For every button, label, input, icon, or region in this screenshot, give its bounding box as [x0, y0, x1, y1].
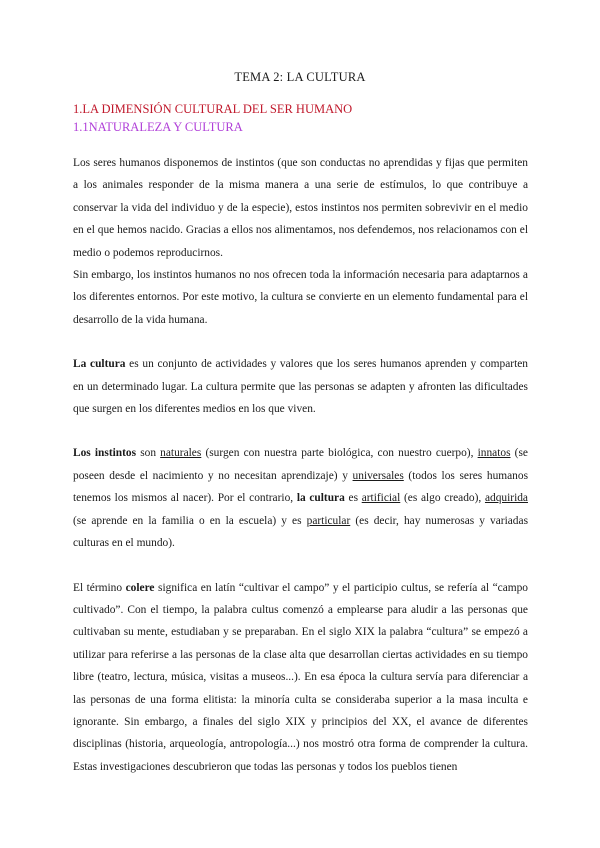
- subsection-heading: 1.1NATURALEZA Y CULTURA: [73, 120, 243, 134]
- underlined-term: artificial: [361, 492, 401, 505]
- bold-term: Los instintos: [73, 447, 137, 460]
- bold-term: la cultura: [296, 492, 345, 505]
- document-title: TEMA 2: LA CULTURA: [234, 70, 366, 84]
- bold-term: La cultura: [73, 358, 126, 371]
- paragraph-los-instintos: Los instintos son naturales (surgen con nuestra parte biológica, con nuestro cuerpo), innatos (se poseen desde el nacimiento y no necesitan aprendizaje) y universales (todos los seres humanos tenemos los mismos al nacer). Por el contrario, la cultura es artificial (es algo creado), adquirida (se aprende en la familia o en la escuela) y es particular (es decir, hay numerosas y variadas culturas en el mundo).: [73, 447, 529, 550]
- paragraph-la-cultura: La cultura es un conjunto de actividades y valores que los seres humanos aprenden y comparten en un determinado lugar. La cultura permite que las personas se adapten y afronten las dificultades que surgen en los diferentes medios en los que viven.: [73, 358, 528, 416]
- underlined-term: naturales: [160, 447, 202, 460]
- underlined-term: particular: [306, 514, 351, 527]
- section-heading: 1.LA DIMENSIÓN CULTURAL DEL SER HUMANO: [73, 102, 353, 116]
- underlined-term: universales: [352, 469, 404, 482]
- paragraph-colere: El término colere significa en latín “cultivar el campo” y el participio cultus, se refería al “campo cultivado”. Con el tiempo, la palabra cultus comenzó a emplearse para aludir a las personas que cultivaban su mente, estudiaban y se preparaban. En el siglo XIX la palabra “cultura” se empezó a utilizar para referirse a las personas de la clase alta que desarrollan ciertas actividades en su tiempo libre (teatro, lectura, música, visitas a museos...). En esa época la cultura servía para diferenciar a las personas de una forma elitista: la minoría culta se consideraba superior a la masa inculta e ignorante. Sin embargo, a finales del siglo XIX y principios del XX, el avance de diferentes disciplinas (historia, arqueología, antropología...) nos mostró otra forma de comprender la cultura. Estas investigaciones descubrieron que todas las personas y todos los pueblos tienen: [73, 581, 529, 773]
- underlined-term: innatos: [477, 447, 511, 460]
- underlined-term: adquirida: [484, 492, 528, 505]
- document-body: [73, 152, 528, 778]
- paragraph-instintos-intro: Los seres humanos disponemos de instintos (que son conductas no aprendidas y fijas que permiten a los animales responder de la misma manera a una serie de estímulos, lo que contribuye a conservar la vida del individuo y de la especie), estos instintos nos permiten sobrevivir en el medio en el que hemos nacido. Gracias a ellos nos alimentamos, nos defendemos, nos relacionamos con el medio o podemos reproducirnos.: [73, 157, 528, 259]
- paragraph-sin-embargo: Sin embargo, los instintos humanos no nos ofrecen toda la información necesaria para adaptarnos a los diferentes entornos. Por este motivo, la cultura se convierte en un elemento fundamental para el desarrollo de la vida humana.: [73, 269, 528, 326]
- bold-term: colere: [125, 581, 155, 594]
